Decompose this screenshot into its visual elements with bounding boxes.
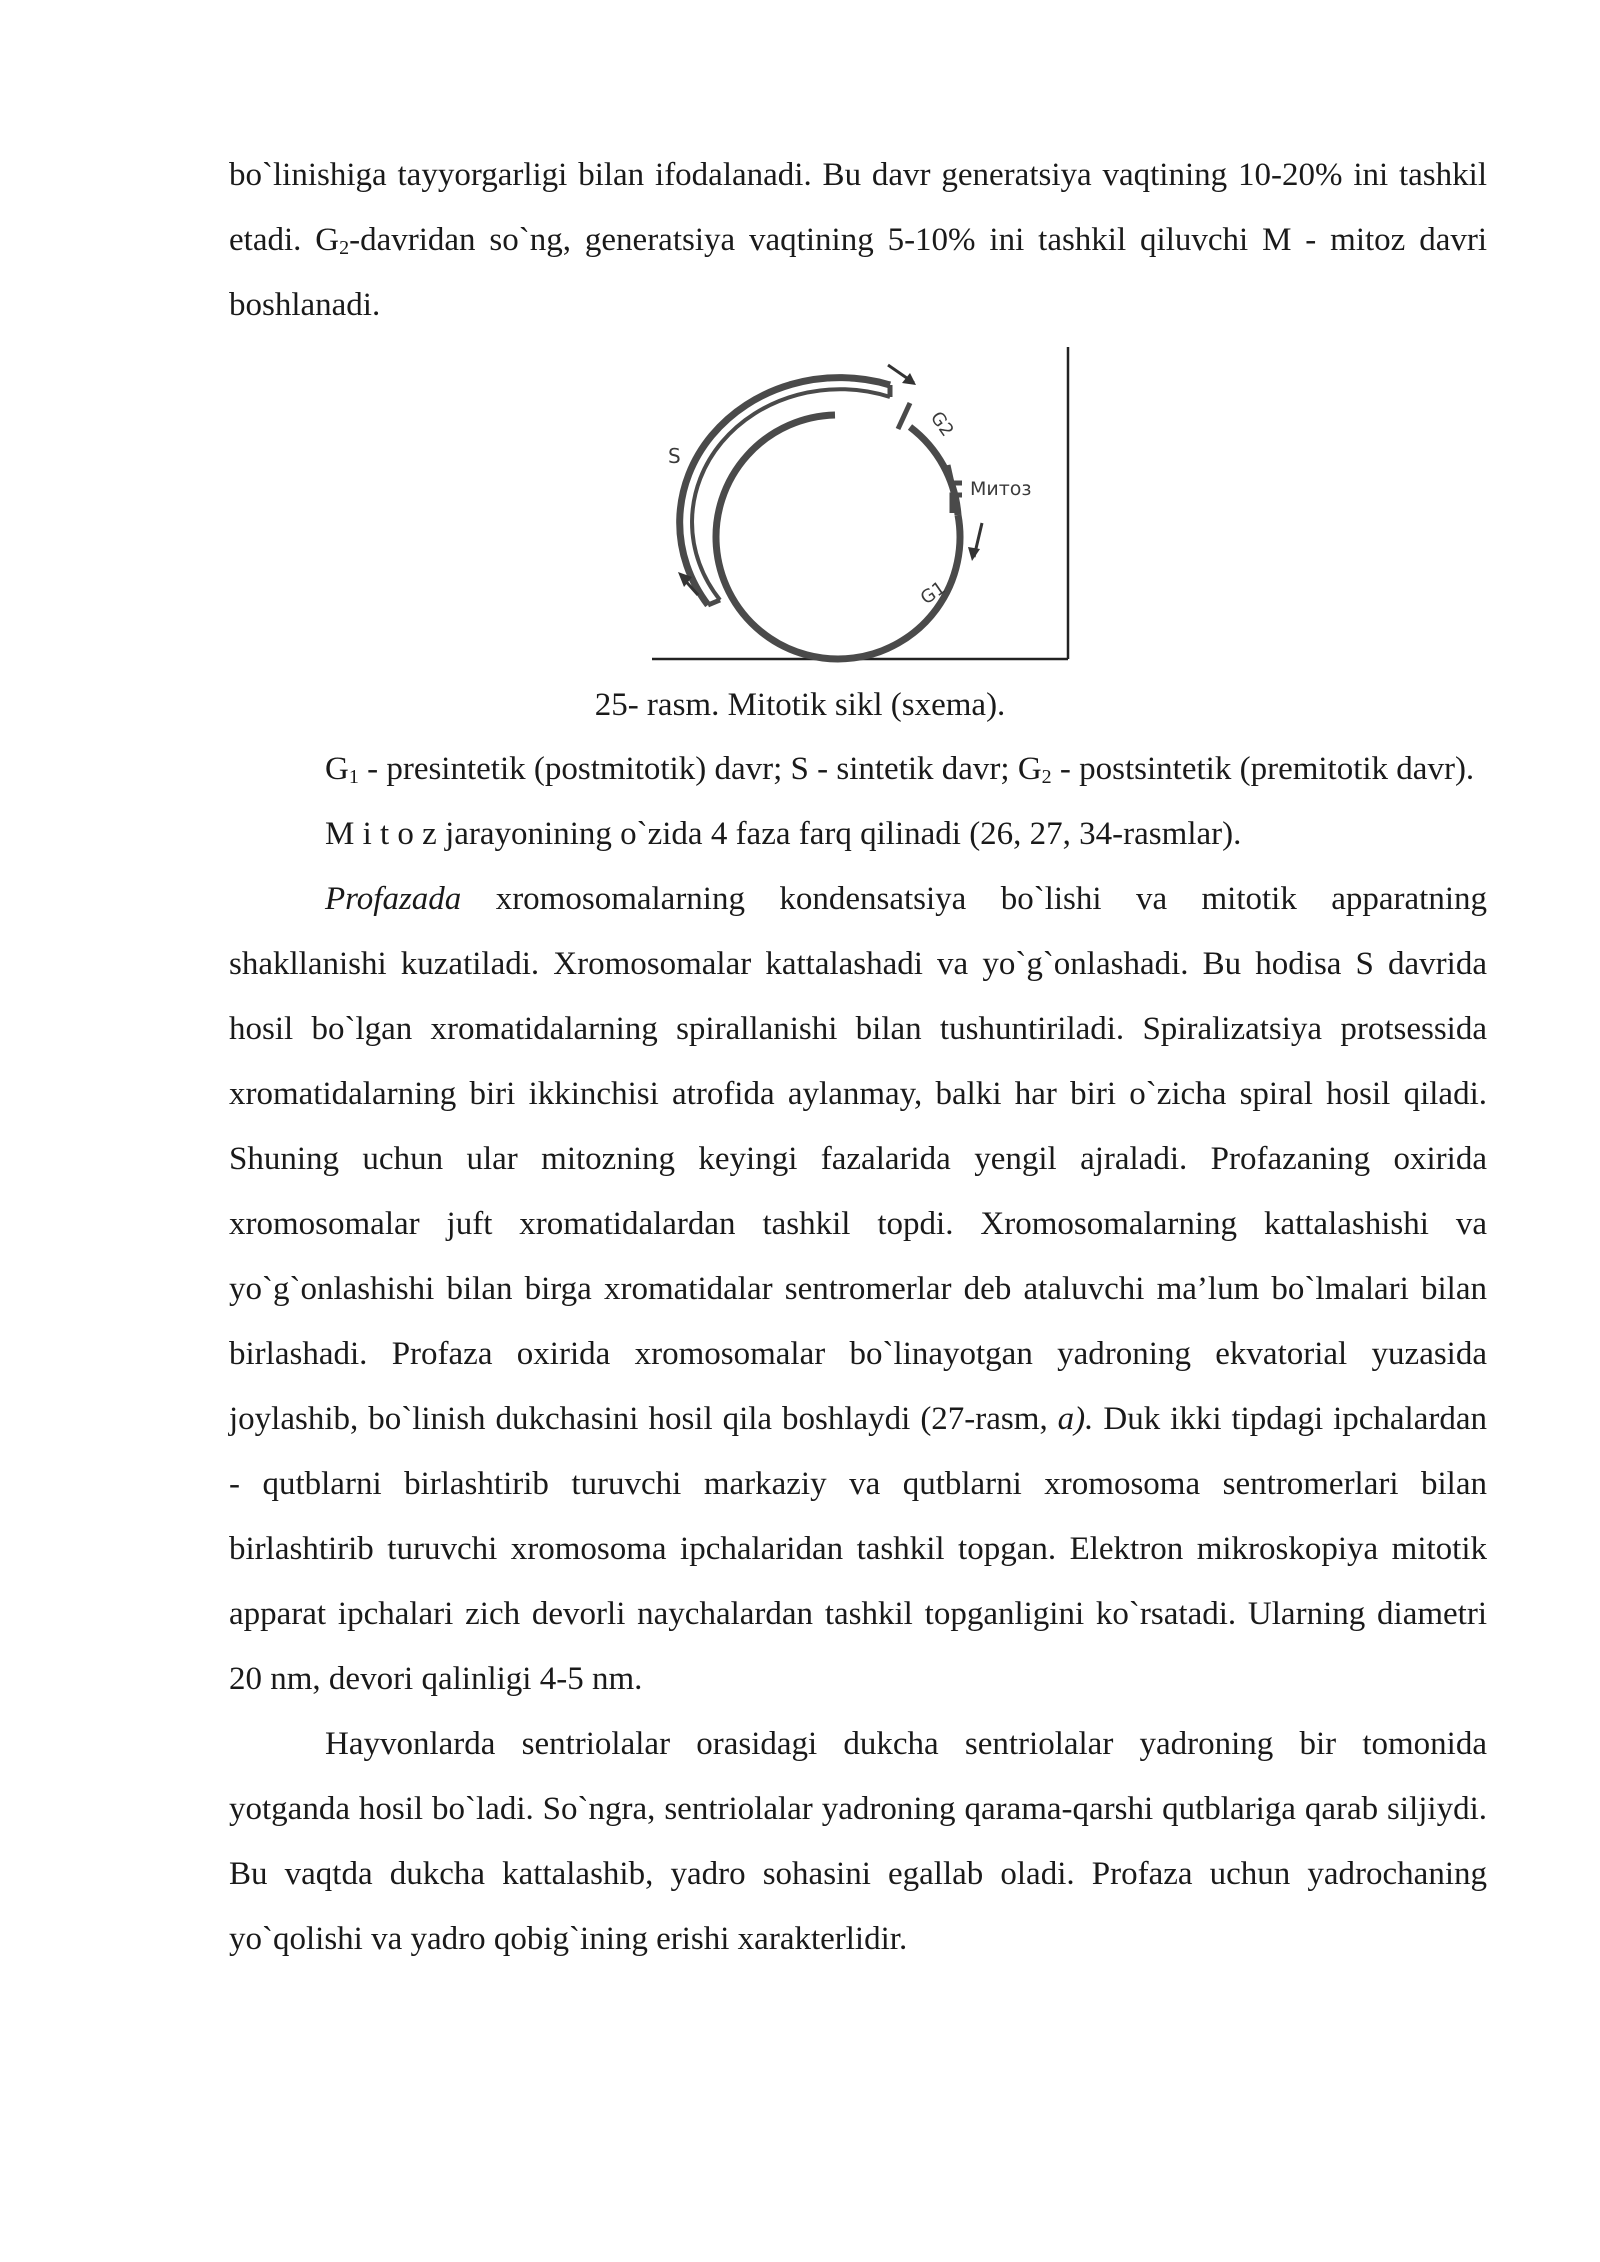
label-s: S: [668, 444, 681, 468]
label-g1: G1: [916, 577, 950, 610]
figure-caption: 25- rasm. Mitotik sikl (sxema).: [594, 687, 1006, 723]
hayvon-paragraph: Hayvonlarda sentriolalar orasidagi dukcha sentriolalar yadroning bir tomonida yotganda hosil bo`ladi. So`ngra, sentriolalar yadroning qarama-qarshi qutblariga qarab siljiydi. Bu vaqtda dukcha kattalashib, yadro sohasini egallab oladi. Profaza uchun yadrochaning yo`qolishi va yadro qobig`ining erishi xarakterlidir.: [229, 1726, 1487, 1957]
mitotic-cycle-diagram: [640, 345, 1080, 670]
intro-text-2: -davridan so`ng, generatsiya vaqtining 5-10% ini tashkil qiluvchi M - mitoz davri boshlanadi.: [229, 222, 1488, 323]
intro-paragraph: [229, 143, 1487, 338]
legend-paragraph: $G_1$ - presintetik (postmitotik) davr; S - sintetik davr; $G_2$ - postsintetik (premitotik davr).: [325, 751, 1475, 788]
s-phase-outer-arc: [680, 378, 890, 605]
mitotic-cycle-figure: [640, 345, 1080, 670]
label-g2: G2: [925, 407, 958, 441]
mitoz-paragraph: M i t o z jarayonining o`zida 4 faza farq qilinadi (26, 27, 34-rasmlar).: [325, 816, 1242, 852]
cycle-circle-inner: [716, 415, 960, 659]
label-mitoz: Митоз: [970, 478, 1032, 500]
profaza-paragraph: Profazada xromosomalarning kondensatsiya bo`lishi va mitotik apparatning shakllanishi kuzatiladi. Xromosomalar kattalashadi va yo`g`onlashadi. Bu hodisa S davrida hosil bo`lgan xromatidalarning spirallanishi bilan tushuntiriladi. Spiralizatsiya protsessida xromatidalarning biri ikkinchisi atrofida aylanmay, balki har biri o`zicha spiral hosil qiladi. Shuning uchun ular mitozning keyingi fazalarida yengil ajraladi. Profazaning oxirida xromosomalar juft xromatidalardan tashkil topdi. Xromosomalarning kattalashishi va yo`g`onlashishi bilan birga xromatidalar sentromerlar deb ataluvchi ma’lum bo`lmalari bilan birlashadi. Profaza oxirida xromosomalar bo`linayotgan yadroning ekvatorial yuzasida joylashib, bo`linish dukchasini hosil qila boshlaydi (27-rasm, a). Duk ikki tipdagi ipchalardan - qutblarni birlashtirib turuvchi markaziy va qutblarni xromosoma sentromerlari bilan birlashtirib turuvchi xromosoma ipchalaridan tashkil topgan. Elektron mikroskopiya mitotik apparat ipchalari zich devorli naychalardan tashkil topganligini ko`rsatadi. Ularning diametri 20 nm, devori qalinligi 4-5 nm.: [229, 881, 1487, 1697]
intro-text-1: bo`linishiga tayyorgarligi bilan ifodalanadi. Bu davr generatsiya vaqtining 10-20% ini tashkil etadi. G: [229, 157, 1487, 258]
intro-subscript: 2: [339, 237, 350, 259]
body-text: [229, 737, 1487, 1972]
